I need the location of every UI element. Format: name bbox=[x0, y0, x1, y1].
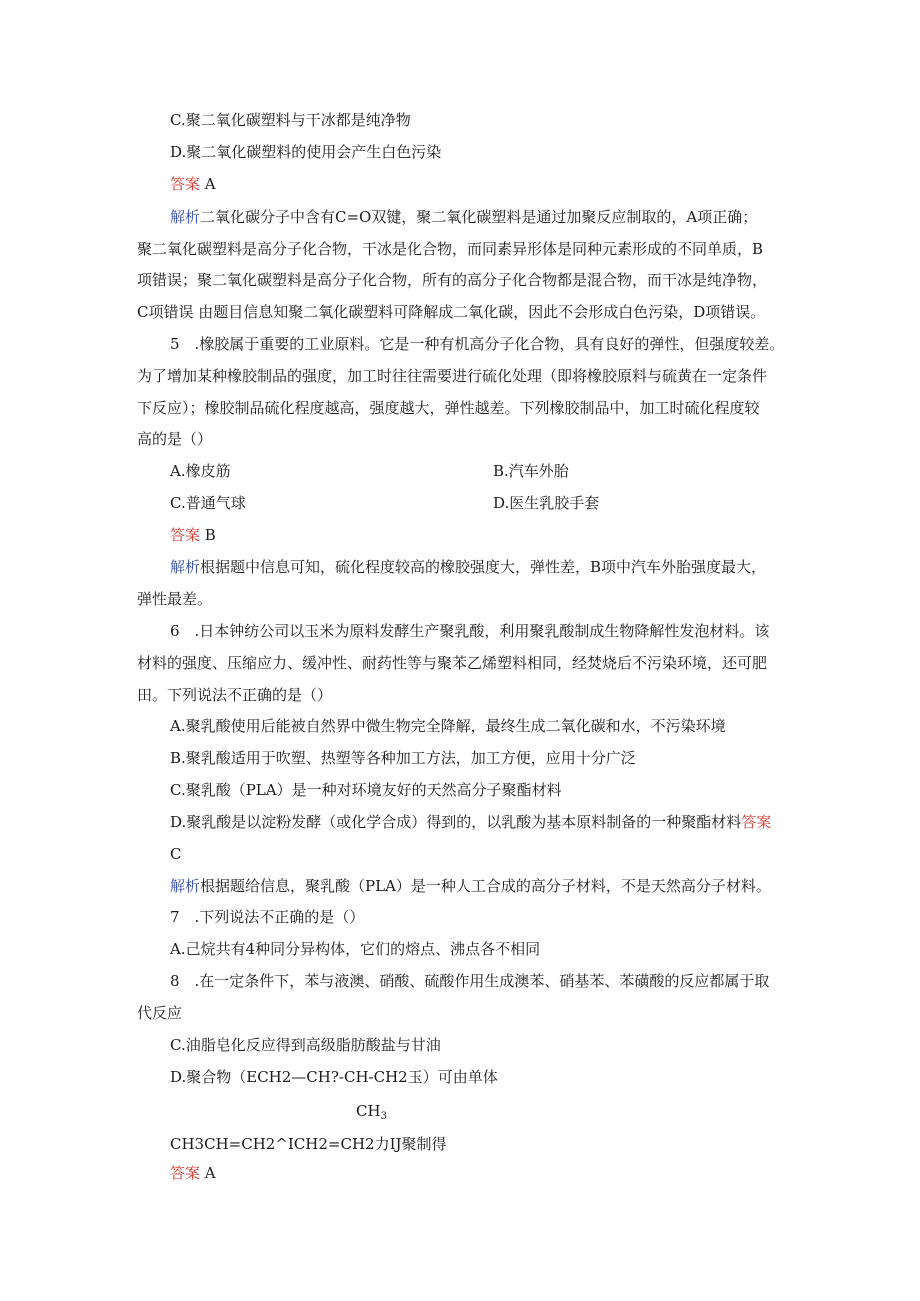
q5-answer bbox=[170, 525, 216, 545]
answer-value: A bbox=[204, 175, 216, 193]
q5-option-a: A.橡皮筋 bbox=[170, 462, 231, 480]
q4-answer bbox=[170, 174, 216, 194]
analysis-label: 解析 bbox=[170, 558, 201, 576]
q6-option-a: A.聚乳酸使用后能被自然界中微生物完全降解，最终生成二氧化碳和水，不污染环境 bbox=[170, 717, 726, 735]
q5-stem-line-3: 下反应）；橡胶制品硫化程度越高，强度越大，弹性越差。下列橡胶制品中，加工时硫化程度较 bbox=[137, 399, 760, 417]
answer-value: A bbox=[204, 1164, 216, 1182]
answer-label: 答案 bbox=[741, 813, 772, 831]
answer-label: 答案 bbox=[170, 1164, 201, 1182]
q6-stem-line-2: 材料的强度、压缩应力、缓冲性、耐药性等与聚苯乙烯塑料相同，经焚烧后不污染环境，还可肥 bbox=[137, 654, 768, 672]
methyl-group-label: $CH_3$ bbox=[356, 1102, 387, 1122]
answer-value: B bbox=[204, 526, 216, 544]
q6-stem-line-1: 6 .日本钟纺公司以玉米为原料发酵生产聚乳酸，利用聚乳酸制成生物降解性发泡材料。该 bbox=[170, 622, 770, 640]
q5-stem-line-4: 高的是（） bbox=[137, 430, 213, 448]
q4-option-d: D.聚二氧化碳塑料的使用会产生白色污染 bbox=[170, 143, 442, 161]
q7-option-a: A.己烷共有4种同分异构体，它们的熔点、沸点各不相同 bbox=[170, 940, 541, 958]
analysis-label: 解析 bbox=[170, 877, 201, 895]
q6-option-c: C.聚乳酸（PLA）是一种对环境友好的天然高分子聚酯材料 bbox=[170, 781, 562, 799]
q6-analysis-line-1: 解析根据题给信息，聚乳酸（PLA）是一种人工合成的高分子材料，不是天然高分子材料。 bbox=[170, 877, 771, 895]
q5-option-d: D.医生乳胶手套 bbox=[493, 494, 600, 512]
q7-option-c: C.油脂皂化反应得到高级脂肪酸盐与甘油 bbox=[170, 1036, 441, 1054]
q8-stem-line-1: 8 .在一定条件下，苯与液澳、硝酸、硫酸作用生成澳苯、硝基苯、苯磺酸的反应都属于取 bbox=[170, 972, 770, 990]
monomer-formula-line: CH3CH=CH2^ICH2=CH2力IJ聚制得 bbox=[170, 1135, 447, 1153]
q4-option-c: C.聚二氧化碳塑料与干冰都是纯净物 bbox=[170, 111, 411, 129]
answer-label: 答案 bbox=[170, 175, 201, 193]
q4-analysis-line-4: C项错误 由题目信息知聚二氧化碳塑料可降解成二氧化碳，因此不会形成白色污染，D项错误。 bbox=[137, 303, 766, 321]
q5-stem-line-2: 为了增加某种橡胶制品的强度，加工时往往需要进行硫化处理（即将橡胶原料与硫黄在一定条件 bbox=[137, 367, 768, 385]
q7-option-d: D.聚合物（ECH2—CH?-CH-CH2玉）可由单体 bbox=[170, 1068, 498, 1086]
q5-analysis-line-2: 弹性最差。 bbox=[137, 590, 213, 608]
answer-label: 答案 bbox=[170, 526, 201, 544]
q6-option-d: D.聚乳酸是以淀粉发酵（或化学合成）得到的，以乳酸为基本原料制备的一种聚酯材料答案 bbox=[170, 813, 772, 831]
q6-stem-line-3: 田。下列说法不正确的是（） bbox=[137, 686, 333, 704]
q5-stem-line-1: 5 .橡胶属于重要的工业原料。它是一种有机高分子化合物，具有良好的弹性，但强度较差。 bbox=[170, 335, 785, 353]
analysis-label: 解析 bbox=[170, 208, 201, 226]
q5-option-c: C.普通气球 bbox=[170, 494, 246, 512]
q5-option-b: B.汽车外胎 bbox=[493, 462, 569, 480]
q4-analysis-line-1: 解析二氧化碳分子中含有C=O双键，聚二氧化碳塑料是通过加聚反应制取的，A项正确； bbox=[170, 208, 758, 226]
q5-analysis-line-1: 解析根据题中信息可知，硫化程度较高的橡胶强度大，弹性差，B项中汽车外胎强度最大， bbox=[170, 558, 767, 576]
q6-option-b: B.聚乳酸适用于吹塑、热塑等各种加工方法，加工方便，应用十分广泛 bbox=[170, 749, 636, 767]
q4-analysis-line-3: 项错误；聚二氧化碳塑料是高分子化合物，所有的高分子化合物都是混合物，而干冰是纯净物， bbox=[137, 271, 768, 289]
q6-answer-value: C bbox=[170, 845, 182, 863]
q4-analysis-line-2: 聚二氧化碳塑料是高分子化合物，干冰是化合物，而同素异形体是同种元素形成的不同单质，B bbox=[137, 240, 764, 258]
q7-stem-line-1: 7 .下列说法不正确的是（） bbox=[170, 908, 365, 926]
q7-answer bbox=[170, 1163, 216, 1183]
q8-stem-line-2: 代反应 bbox=[137, 1004, 183, 1022]
